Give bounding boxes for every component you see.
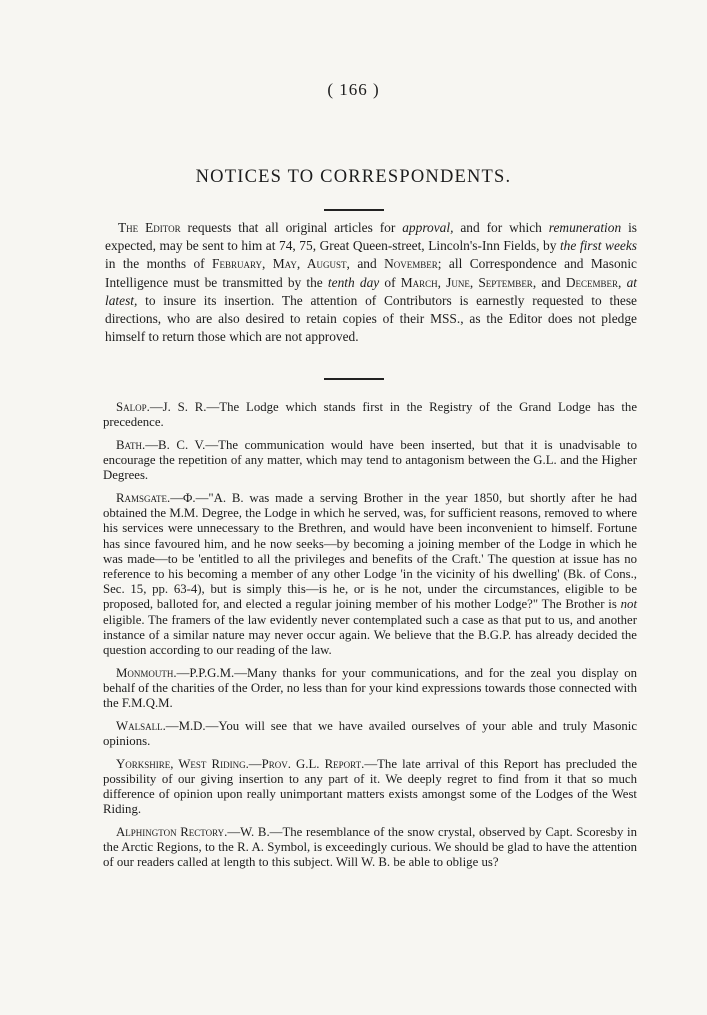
intro-segment: March, June, September,: [400, 274, 537, 290]
intro-segment: February, May, August,: [212, 256, 350, 272]
intro-segment: requests that all original articles for: [180, 220, 403, 235]
editor-notice: [105, 219, 637, 346]
notice-alphington: [103, 825, 637, 871]
notice-subheading: Prov. G.L. Report.: [261, 756, 365, 771]
notice-text: —The late arrival of this Report has precluded the possibility of our giving insertion to any part of it. We deeply regret to find from it that so much difference of opinion upon really unimportant matters exists amongst some of the Lodges of the West Riding.: [103, 756, 637, 817]
notice-text: —Φ.—"A. B. was made a serving Brother in the year 1850, but shortly after he had obtained the M.M. Degree, the Lodge in which he served, was, for sufficient reasons, removed to where his services were unnecessary to the Brethren, and would have been inconvenient to himself. Fortune has since favoured him, and he now seeks—by becoming a joining member of the Lodge in which he was made—to be 'entitled to all the privileges and benefits of the Craft.' The question at issue has no reference to his becoming a member of any other Lodge 'in the vicinity of his dwelling' (Bk. of Cons., Sec. 15, pp. 63-4), but is simply this—is he, or is he not, under the circumstances, eligible to be proposed, balloted for, and elected a regular joining member of his mother Lodge?" The Brother is: [103, 491, 637, 612]
notice-ramsgate: [103, 491, 637, 658]
notice-heading: Walsall.: [116, 718, 166, 733]
notice-monmouth: [103, 666, 637, 712]
notice-text: —W. B.—The resemblance of the snow crystal, observed by Capt. Scoresby in the Arctic Regions, to the R. A. Symbol, is exceedingly curious. We should be glad to have the attention of our readers called at length to this subject. Will W. B. be able to oblige us?: [103, 825, 637, 870]
intro-segment: the first weeks: [559, 238, 637, 254]
notice-salop: [103, 400, 637, 430]
intro-segment: of: [379, 274, 401, 290]
intro-segment: and for which: [453, 220, 549, 235]
intro-segment: and: [536, 274, 566, 290]
notice-yorkshire: [103, 757, 637, 818]
notice-text: —P.P.G.M.—Many thanks for your communications, and for the zeal you display on behalf of the charities of the Order, no less than for your kind expressions towards those connected with the F.M.Q.M.: [103, 665, 637, 711]
notice-walsall: [103, 719, 637, 749]
notice-text: —: [248, 756, 262, 771]
page-title: NOTICES TO CORRESPONDENTS.: [195, 167, 512, 187]
notice-bath: [103, 438, 637, 484]
intro-segment: to insure its insertion. The attention of Contributors is earnestly requested to these directions, who are also desired to retain copies of their MSS., as the Editor does not pledge himself to return those which are not approved.: [105, 292, 637, 345]
divider-rule: [324, 209, 384, 211]
page-number: ( 166 ): [327, 80, 380, 99]
notice-emphasis: not: [620, 597, 637, 612]
intro-segment: approval,: [402, 220, 454, 235]
intro-segment: tenth day: [327, 274, 380, 290]
notice-heading: Yorkshire, West Riding.: [116, 756, 249, 771]
intro-segment: is expected, may be sent to him at 74, 75, Great Queen-street, Lincoln's-Inn Fields, by: [105, 220, 637, 254]
notice-text: —J. S. R.—The Lodge which stands first in the Registry of the Grand Lodge has the precedence.: [103, 400, 637, 430]
intro-segment: in the months of: [105, 256, 213, 272]
notice-heading: Salop.: [116, 400, 150, 414]
intro-segment: November: [384, 256, 438, 272]
notice-heading: Alphington Rectory.: [116, 825, 228, 840]
intro-segment: The Editor: [118, 220, 181, 235]
intro-segment: remuneration: [548, 220, 622, 235]
notices-list: [103, 400, 637, 878]
notice-heading: Ramsgate.: [116, 491, 171, 506]
intro-segment: and: [349, 256, 385, 272]
notice-text: eligible. The framers of the law evidently never contemplated such a case as that put to us, and another instance of a similar nature may never occur again. We believe that the B.G.P. has already decided the question according to our reading of the law.: [103, 612, 637, 658]
intro-segment: December,: [565, 274, 622, 290]
notice-heading: Monmouth.: [116, 665, 177, 680]
notice-text: —B. C. V.—The communication would have been inserted, but that it is unadvisable to encourage the repetition of any matter, which may tend to antagonism between the G.L. and the Higher Degrees.: [103, 437, 637, 483]
notice-heading: Bath.: [116, 437, 146, 452]
notice-text: —M.D.—You will see that we have availed ourselves of your able and truly Masonic opinions.: [103, 718, 637, 749]
intro-segment: at latest,: [105, 274, 637, 308]
editor-notice-paragraph: [105, 219, 637, 346]
intro-segment: ; all Correspondence and Masonic Intelligence must be transmitted by the: [105, 256, 637, 290]
divider-rule: [324, 378, 384, 380]
